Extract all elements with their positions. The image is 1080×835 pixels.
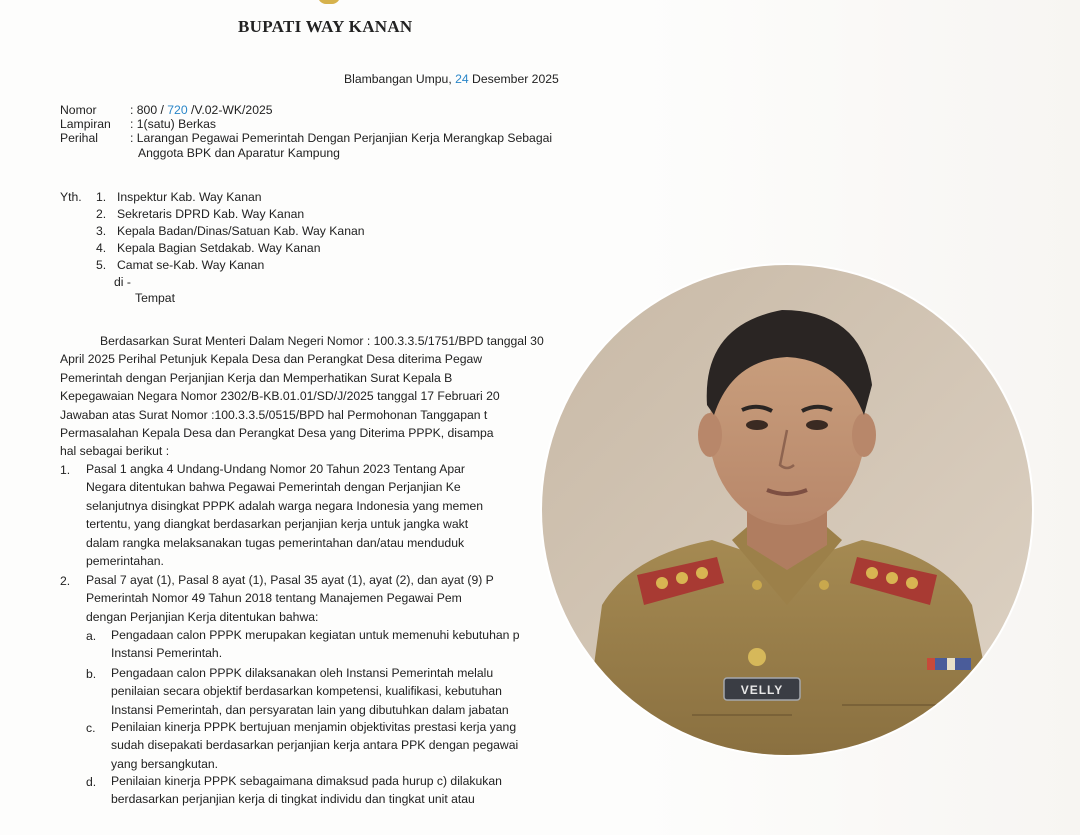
subpoint-letter: d. bbox=[86, 775, 97, 789]
recipient-num: 1. bbox=[96, 190, 107, 204]
point-line: Pemerintah Nomor 49 Tahun 2018 tentang Manajemen Pegawai Pem bbox=[86, 591, 462, 606]
point-line: Negara ditentukan bahwa Pegawai Pemerintah dengan Perjanjian Ke bbox=[86, 480, 461, 495]
subpoint-letter: b. bbox=[86, 667, 97, 681]
point-line: Pasal 1 angka 4 Undang-Undang Nomor 20 Tahun 2023 Tentang Apar bbox=[86, 462, 465, 476]
body-paragraph bbox=[60, 332, 606, 461]
subpoint-letter: c. bbox=[86, 721, 96, 735]
body-line: Berdasarkan Surat Menteri Dalam Negeri Nomor : 100.3.3.5/1751/BPD tanggal 30 bbox=[100, 334, 544, 348]
body-line: Permasalahan Kepala Desa dan Perangkat Desa yang Diterima PPPK, disampa bbox=[60, 425, 494, 440]
subpoint-line: yang bersangkutan. bbox=[111, 756, 219, 771]
emblem-icon bbox=[318, 0, 340, 4]
point-line: dengan Perjanjian Kerja ditentukan bahwa: bbox=[86, 609, 319, 624]
point-1-text bbox=[86, 460, 606, 570]
body-line: April 2025 Perihal Petunjuk Kepala Desa dan Perangkat Desa diterima Pegaw bbox=[60, 352, 483, 367]
recipient-num: 5. bbox=[96, 258, 107, 272]
subpoint-line: Instansi Pemerintah. bbox=[111, 646, 223, 661]
subpoint-line: berdasarkan perjanjian kerja di tingkat individu dan tingkat unit atau bbox=[111, 792, 475, 807]
yth-label: Yth. bbox=[60, 190, 82, 204]
subpoint-d bbox=[111, 772, 605, 809]
point-2-text bbox=[86, 571, 606, 626]
subpoint-line: penilaian secara objektif berdasarkan kompetensi, kualifikasi, kebutuhan bbox=[111, 684, 502, 699]
meta-value-nomor: : 800 / 720 /V.02-WK/2025 bbox=[130, 103, 273, 117]
subpoint-line: Instansi Pemerintah, dan persyaratan lain yang dibutuhkan dalam jabatan bbox=[111, 702, 509, 717]
subpoint-c bbox=[111, 718, 605, 773]
subpoint-line: Pengadaan calon PPPK dilaksanakan oleh Instansi Pemerintah melalu bbox=[111, 666, 494, 680]
subpoint-letter: a. bbox=[86, 629, 97, 643]
body-line: Jawaban atas Surat Nomor :100.3.3.5/0515/BPD hal Permohonan Tanggapan t bbox=[60, 407, 488, 422]
meta-value-lampiran: : 1(satu) Berkas bbox=[130, 117, 217, 131]
recipient-num: 4. bbox=[96, 241, 107, 255]
subpoint-line: sudah disepakati berdasarkan perjanjian kerja antara PPK dengan pegawai bbox=[111, 738, 519, 753]
subpoint-a bbox=[111, 626, 605, 663]
subpoint-line: Penilaian kinerja PPPK bertujuan menjamin objektivitas prestasi kerja yang bbox=[111, 720, 517, 734]
recipient-item: Sekretaris DPRD Kab. Way Kanan bbox=[117, 207, 305, 221]
meta-value-perihal-cont: Anggota BPK dan Aparatur Kampung bbox=[138, 146, 340, 160]
recipient-di: di - bbox=[114, 275, 131, 289]
meta-label-nomor: Nomor bbox=[60, 103, 97, 117]
recipient-num: 3. bbox=[96, 224, 107, 238]
point-line: pemerintahan. bbox=[86, 553, 164, 568]
point-number: 2. bbox=[60, 574, 71, 588]
body-line: hal sebagai berikut : bbox=[60, 444, 170, 459]
portrait-photo bbox=[542, 265, 1032, 755]
subpoint-line: Penilaian kinerja PPPK sebagaimana dimaksud pada hurup c) dilakukan bbox=[111, 774, 502, 788]
subpoint-b bbox=[111, 664, 605, 719]
recipient-tempat: Tempat bbox=[135, 291, 175, 305]
point-line: dalam rangka melaksanakan tugas pemerintahan dan/atau menduduk bbox=[86, 535, 465, 550]
recipient-item: Kepala Badan/Dinas/Satuan Kab. Way Kanan bbox=[117, 224, 365, 238]
point-number: 1. bbox=[60, 463, 71, 477]
letter-header: BUPATI WAY KANAN bbox=[238, 17, 413, 36]
meta-value-perihal: : Larangan Pegawai Pemerintah Dengan Perjanjian Kerja Merangkap Sebagai bbox=[130, 131, 553, 145]
meta-label-perihal: Perihal bbox=[60, 131, 98, 145]
point-line: Pasal 7 ayat (1), Pasal 8 ayat (1), Pasal 35 ayat (1), ayat (2), dan ayat (9) P bbox=[86, 573, 494, 587]
body-line: Kepegawaian Negara Nomor 2302/B-KB.01.01/SD/J/2025 tanggal 17 Februari 20 bbox=[60, 389, 500, 404]
body-line: Pemerintah dengan Perjanjian Kerja dan Memperhatikan Surat Kepala B bbox=[60, 370, 453, 385]
name-tag-text: VELLY bbox=[740, 683, 784, 697]
point-line: selanjutnya disingkat PPPK adalah warga negara Indonesia yang memen bbox=[86, 498, 484, 513]
recipient-num: 2. bbox=[96, 207, 107, 221]
place-date: Blambangan Umpu, 24 Desember 2025 bbox=[344, 72, 559, 86]
recipient-item: Kepala Bagian Setdakab. Way Kanan bbox=[117, 241, 321, 255]
portrait-illustration bbox=[542, 265, 1032, 755]
meta-label-lampiran: Lampiran bbox=[60, 117, 111, 131]
recipient-item: Inspektur Kab. Way Kanan bbox=[117, 190, 262, 204]
point-line: tertentu, yang diangkat berdasarkan perjanjian kerja untuk jangka wakt bbox=[86, 517, 469, 532]
subpoint-line: Pengadaan calon PPPK merupakan kegiatan untuk memenuhi kebutuhan p bbox=[111, 628, 520, 642]
recipient-item: Camat se-Kab. Way Kanan bbox=[117, 258, 265, 272]
